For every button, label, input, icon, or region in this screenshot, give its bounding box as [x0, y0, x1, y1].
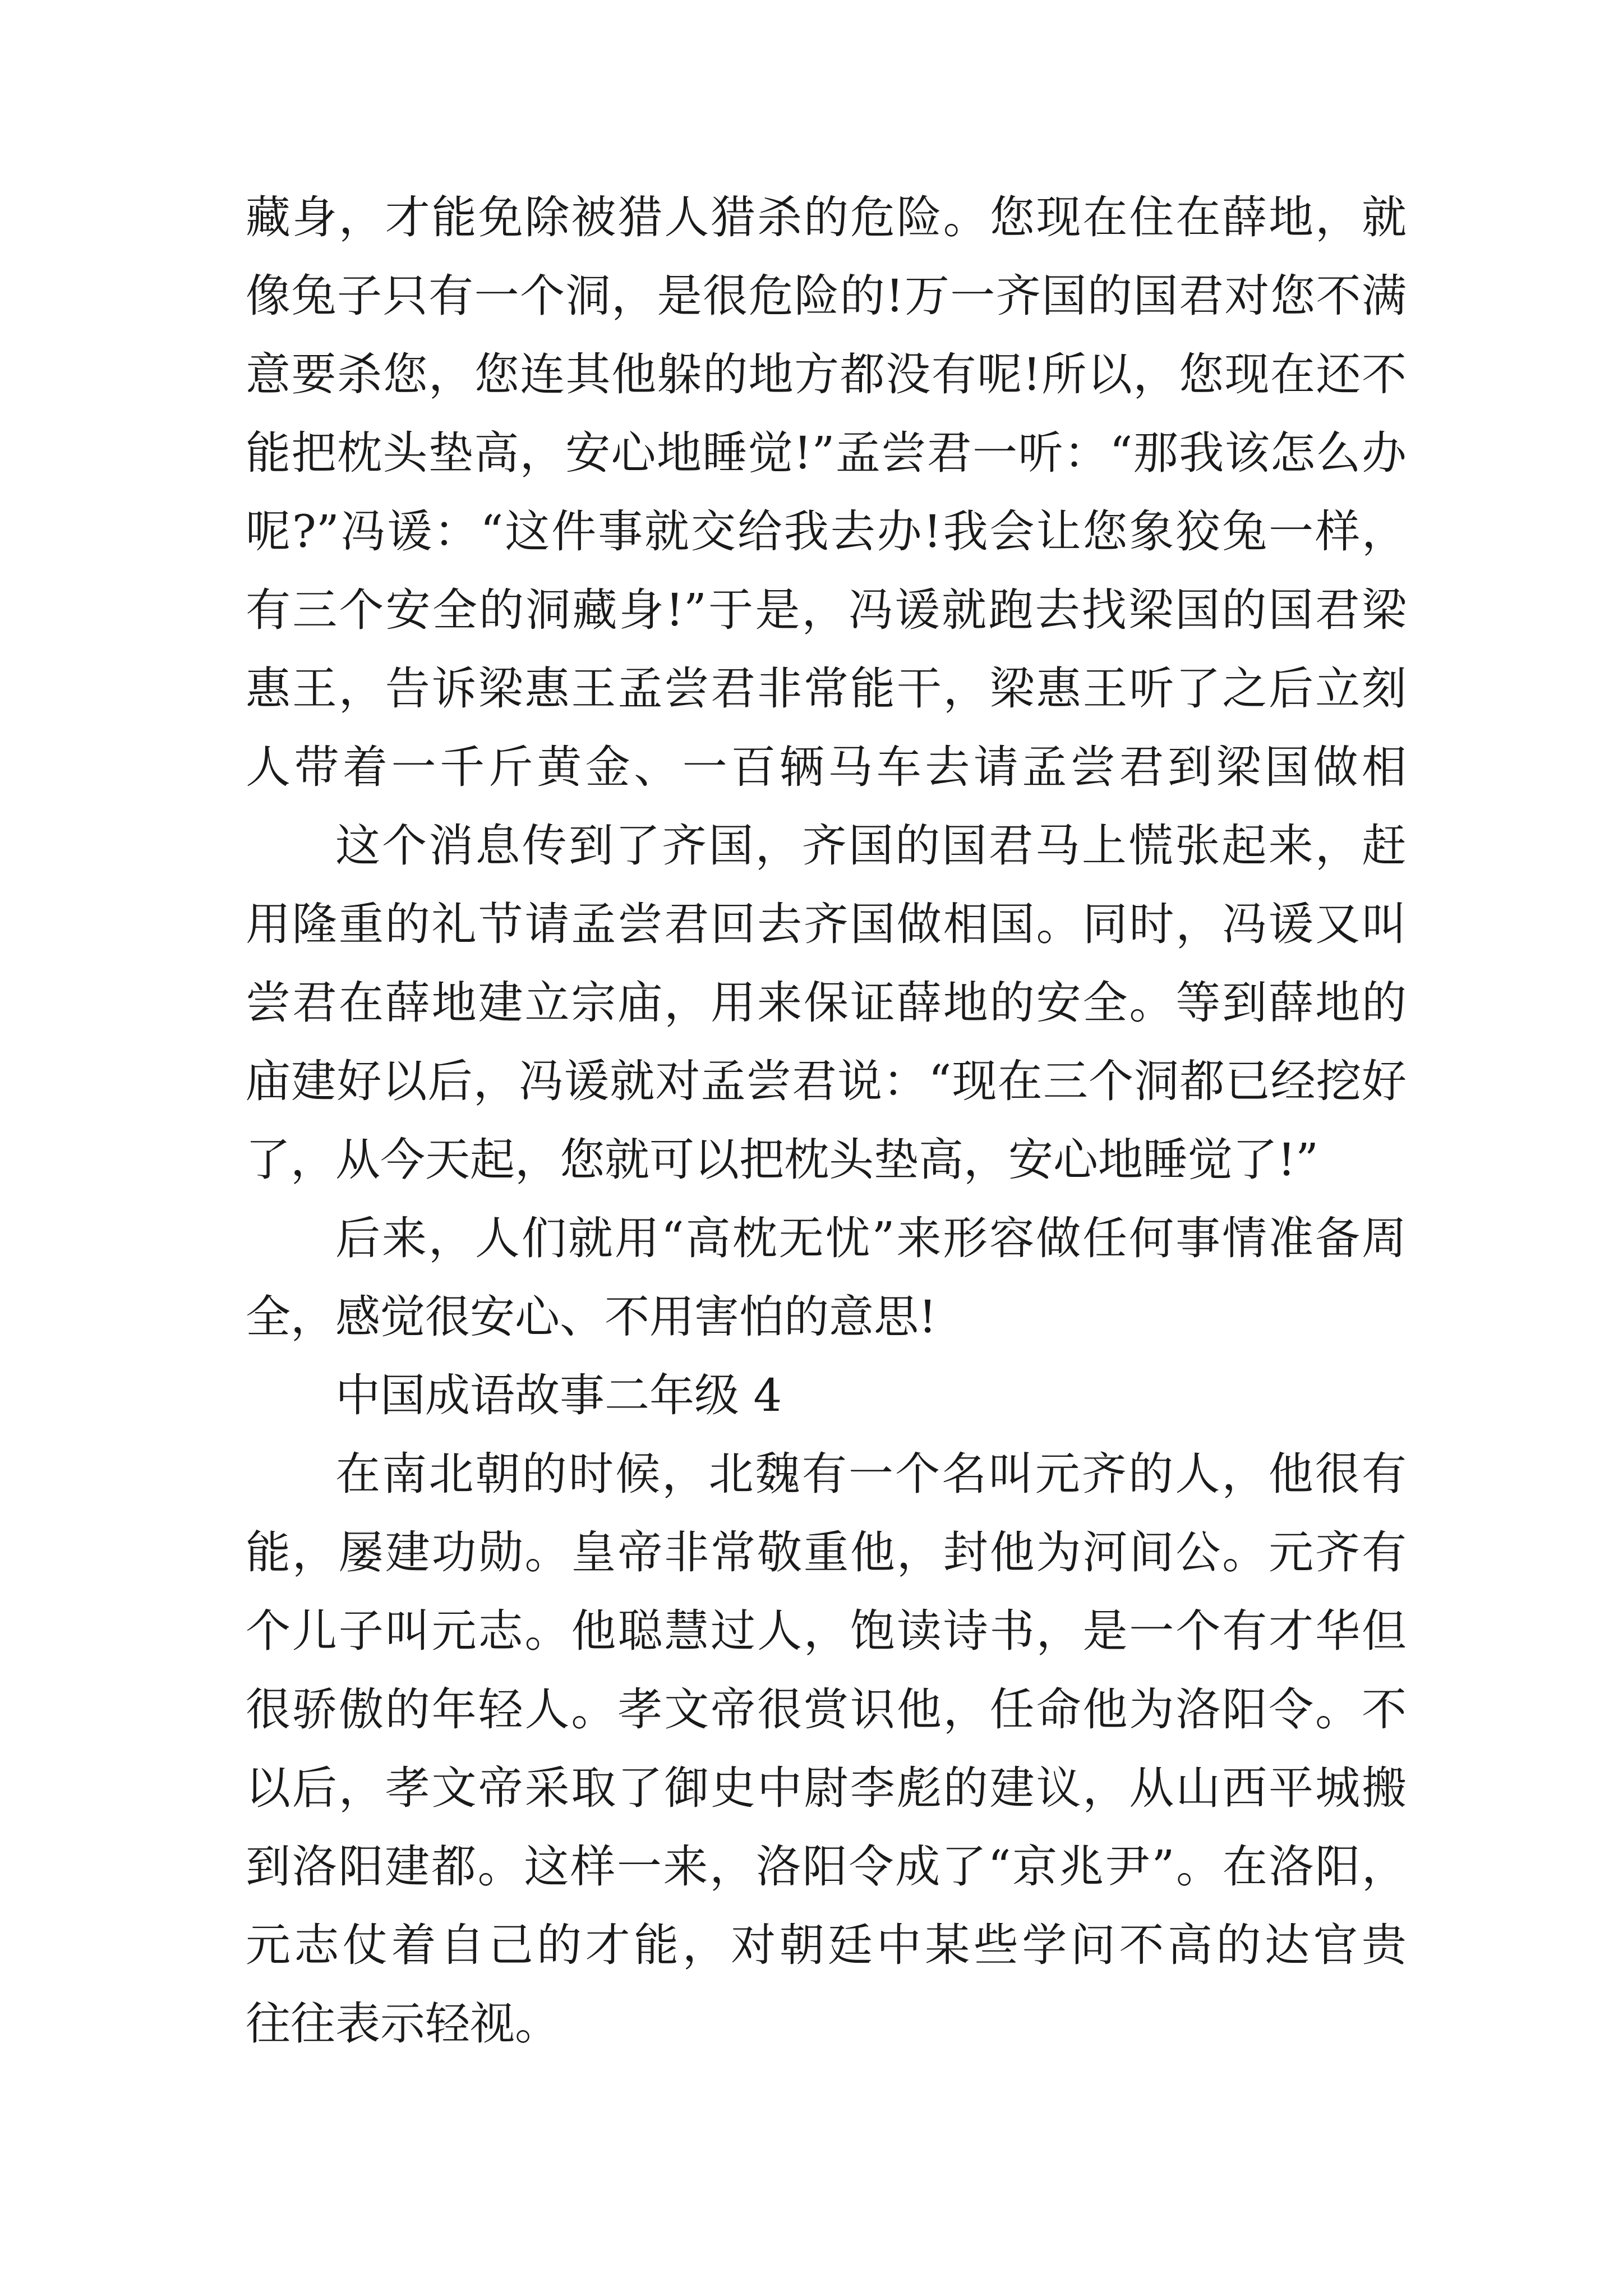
text-line: 以后，孝文帝采取了御史中尉李彪的建议，从山西平城搬 [246, 1762, 1407, 1814]
text-line: 个儿子叫元志。他聪慧过人，饱读诗书，是一个有才华但 [246, 1605, 1407, 1657]
text-line: 全，感觉很安心、不用害怕的意思! [246, 1291, 937, 1343]
text-line: 能把枕头垫高，安心地睡觉!”孟尝君一听：“那我该怎么办 [246, 427, 1407, 479]
text-line: 尝君在薛地建立宗庙，用来保证薛地的安全。等到薛地的 [246, 977, 1407, 1029]
text-line: 惠王，告诉梁惠王孟尝君非常能干，梁惠王听了之后立刻 [246, 662, 1407, 715]
text-line: 元志仗着自己的才能，对朝廷中某些学问不高的达官贵 [246, 1919, 1407, 1971]
text-line: 到洛阳建都。这样一来，洛阳令成了“京兆尹”。在洛阳， [246, 1841, 1407, 1893]
paragraph-first-line: 后来，人们就用“高枕无忧”来形容做任何事情准备周 [335, 1212, 1407, 1264]
text-line: 能，屡建功勋。皇帝非常敬重他，封他为河间公。元齐有 [246, 1526, 1407, 1579]
text-line: 庙建好以后，冯谖就对孟尝君说：“现在三个洞都已经挖好 [246, 1055, 1407, 1107]
body-text [246, 178, 1407, 2063]
paragraph-first-line: 在南北朝的时候，北魏有一个名叫元齐的人，他很有 [335, 1448, 1407, 1500]
text-line: 往往表示轻视。 [246, 1998, 560, 2050]
text-line: 藏身，才能免除被猎人猎杀的危险。您现在住在薛地，就 [246, 191, 1407, 243]
text-line: 人带着一千斤黄金、一百辆马车去请孟尝君到梁国做相 [246, 741, 1407, 793]
section-heading: 中国成语故事二年级 4 [335, 1369, 782, 1421]
text-line: 意要杀您，您连其他躲的地方都没有呢!所以，您现在还不 [246, 348, 1407, 401]
text-line: 有三个安全的洞藏身!”于是，冯谖就跑去找梁国的国君梁 [246, 584, 1407, 636]
text-line: 了，从今天起，您就可以把枕头垫高，安心地睡觉了!” [246, 1134, 1319, 1186]
paragraph-first-line: 这个消息传到了齐国，齐国的国君马上慌张起来，赶 [335, 820, 1407, 872]
text-line: 呢?”冯谖：“这件事就交给我去办!我会让您象狡兔一样， [246, 505, 1407, 558]
text-line: 用隆重的礼节请孟尝君回去齐国做相国。同时，冯谖又叫 [246, 898, 1407, 950]
text-line: 像兔子只有一个洞，是很危险的!万一齐国的国君对您不满 [246, 270, 1407, 322]
text-line: 很骄傲的年轻人。孝文帝很赏识他，任命他为洛阳令。不 [246, 1683, 1407, 1736]
